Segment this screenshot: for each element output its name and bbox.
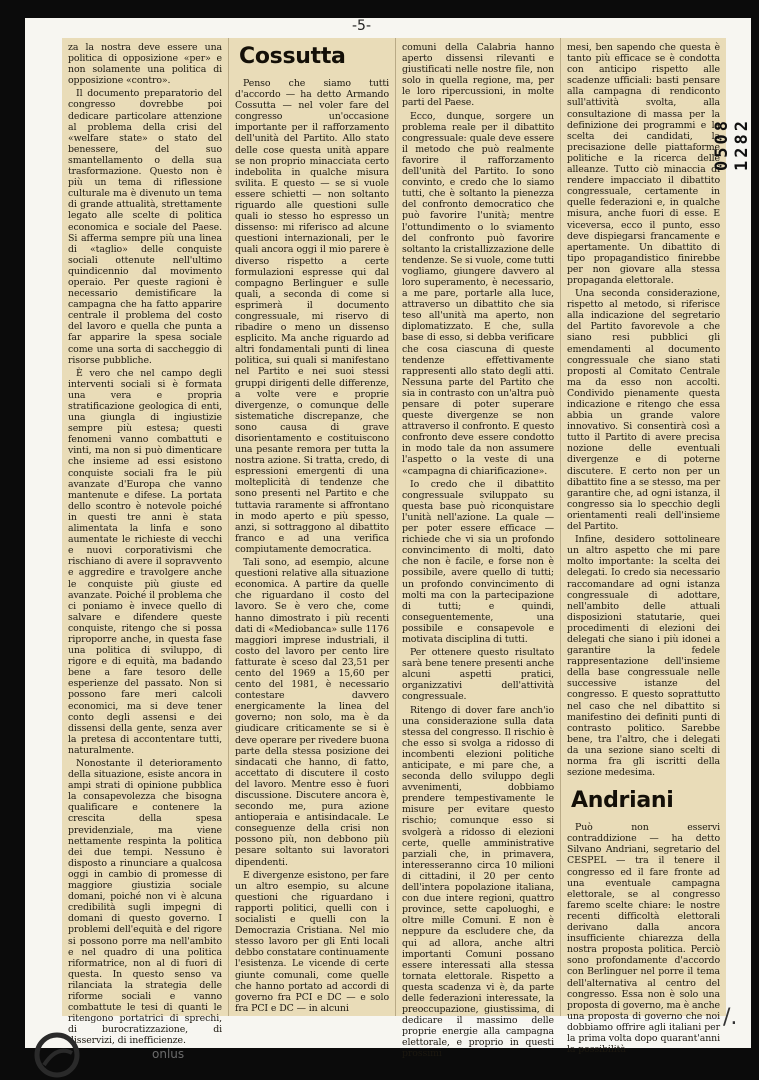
archive-stamp-number: 1282	[732, 118, 752, 171]
body-paragraph: Io credo che il dibattito congressuale sviluppato su questa base può riconquistare l'unità nell'azione. La quale — per poter essere efficace — richiede che vi sia un profondo convincimento di molti, dato che non è facile, e forse non è possibile, avere quello di tutti; un profondo convincimento di molti ma con la partecipazione di tutti; e quindi, conseguentemente, una possibile e consapevole e motivata disciplina di tutti.	[402, 478, 554, 645]
body-paragraph: Il documento preparatorio del congresso dovrebbe poi dedicare particolare attenzione al problema della crisi del «welfare state» o stato del benessere, del suo smantellamento o della sua trasformazione. Questo non è più un tema di riflessione culturale ma è divenuto un tema di grande attualità, strettamente legato alle scelte di politica economica e sociale del Paese. Si afferma sempre più una linea di «taglio» delle conquiste sociali ottenute nell'ultimo quindicennio dal movimento operaio. Per queste ragioni è necessario demistificare la campagna che ha fatto apparire centrale il problema del costo del lavoro e quella che punta a far apparire la spesa sociale come una sorta di saccheggio di risorse pubbliche.	[68, 88, 222, 366]
body-paragraph: Ecco, dunque, sorgere un problema reale per il dibattito congressuale: quale deve essere il metodo che può realmente favorire il rafforzamento dell'unità del Partito. Io sono convinto, e credo che lo siamo tutti, che è soltanto la pienezza del confronto democratico che può favorire l'unità; mentre l'ottundimento o lo sviamento del confronto può favorire soltanto la cristallizzazione delle tendenze. Se si vuole, come tutti vogliamo, giungere davvero al loro superamento, è necessario, a me pare, portarle alla luce, attraverso un dibattito che sia teso all'unità ma aperto, non diplomatizzato. E che, sulla base di esso, si debba verificare che cosa ciascuna di queste tendenze effettivamente rappresenti allo stato degli atti. Nessuna parte del Partito che sia in contrasto con un'altra può pensare di poter superare queste divergenze se non attraverso il confronto. E questo confronto deve essere condotto in modo tale da non assumere l'aspetto o la veste di una «campagna di chiarificazione».	[402, 110, 554, 477]
body-paragraph: Ritengo di dover fare anch'io una considerazione sulla data stessa del congresso. Il rischio è che esso si svolga a ridosso di incombenti elezioni politiche anticipate, e mi pare che, a seconda dello sviluppo degli avvenimenti, dobbiamo prendere tempestivamente le misure per evitare questo rischio; comunque esso si svolgerà a ridosso di elezioni certe, quelle amministrative parziali che, in primavera, interesseranno circa 10 milioni di cittadini, il 20 per cento dell'intera popolazione italiana, con due intere regioni, quattro province, sette capoluoghi, e oltre mille Comuni. E non è neppure da escludere che, da qui ad allora, anche altri importanti Comuni possano essere interessati alla stessa tornata elettorale. Rispetto a questa scadenza vi è, da parte delle federazioni interessate, la preoccupazione, giustissima, di dedicare il massimo delle proprie energie alla campagna elettorale, e proprio in questi prossimi	[402, 704, 554, 1060]
body-paragraph: za la nostra deve essere una politica di opposizione «per» e non solamente una politica di opposizione «contro».	[68, 42, 222, 87]
body-paragraph: Penso che siamo tutti d'accordo — ha detto Armando Cossutta — nel voler fare del congresso un'occasione importante per il rafforzamento dell'unità del Partito. Allo stato delle cose questa unità appare se non proprio minacciata certo indebolita in qualche misura svilita. E questo — se si vuole essere schietti — non soltanto riguardo alle questioni sulle quali io stesso ho espresso un dissenso: mi riferisco ad alcune questioni internazionali, per le quali ancora oggi il mio parere è diverso rispetto a certe formulazioni espresse qui dal compagno Berlinguer e sulle quali, a seconda di come si esprimerà il documento congressuale, mi riservo di ribadire o meno un dissenso esplicito. Ma anche riguardo ad altri fondamentali punti di linea politica, sui quali si manifestano nel Partito e nei suoi stessi gruppi dirigenti delle differenze, a volte vere e proprie divergenze, o comunque delle sistematiche discrepanze, che sono causa di grave disorientamento e costituiscono una pesante remora per tutta la nostra azione. Si tratta, credo, di espressioni emergenti di una molteplicità di tendenze che sono presenti nel Partito e che tuttavia raramente si affrontano in modo aperto e più spesso, anzi, si sottraggono al dibattito franco e ad una verifica compiutamente democratica.	[235, 78, 389, 555]
article-headline: Cossutta	[239, 44, 346, 69]
watermark-logo-icon	[2, 1025, 72, 1080]
body-paragraph: mesi, ben sapendo che questa è tanto più efficace se è condotta con anticipo rispetto alle scadenze ufficiali: basti pensare alla campagna di rendiconto sull'attività svolta, alla consultazione di massa per la definizione dei programmi e la scelta dei candidati, la precisazione delle piattaforme politiche e la ricerca delle alleanze. Tutto ciò minaccia di rendere impacciato il dibattito congressuale, certamente in quelle federazioni e, in qualche misura, anche fuori di esse. E viceversa, ecco il punto, esso deve dispiegarsi francamente e apertamente. Un dibattito di tipo propagandistico finirebbe per non giovare alla stessa propaganda elettorale.	[567, 42, 720, 286]
watermark-text: onlus	[152, 1047, 185, 1061]
column-2	[229, 38, 395, 1016]
body-paragraph: comuni della Calabria hanno aperto dissensi rilevanti e giustificati nelle nostre file, non solo in quella regione, ma, per le loro ripercussioni, in molte parti del Paese.	[402, 42, 554, 109]
body-paragraph: È vero che nel campo degli interventi sociali si è formata una vera e propria stratificazione geologica di enti, una giungla di ingiustizie sempre più estesa; questi fenomeni vanno combattuti e vinti, ma non si può dimenticare che insieme ad essi esistono conquiste sociali fra le più avanzate d'Europa che vanno mantenute e difese. La portata dello scontro è notevole poiché in questi tre anni è stata alimentata la linfa e sono aumentate le richieste di vecchi e nuovi corporativismi che rischiano di avere il sopravvento e aggredire e travolgere anche le conquiste più giuste ed avanzate. Poiché il problema che ci poniamo è invece quello di salvare e difendere queste conquiste, ritengo che si possa riproporre anche, in questa fase una politica di sviluppo, di rigore e di equità, ma badando bene a fare tesoro delle esperienze del passato. Non si possono fare meri calcoli economici, ma si deve tener conto degli assensi e dei dissensi della gente, senza aver la pretesa di accontentare tutti, naturalmente.	[68, 367, 222, 756]
column-3	[396, 38, 560, 1060]
end-mark: /.	[723, 1005, 738, 1030]
archive-stamp	[712, 118, 752, 197]
column-4	[561, 38, 726, 1056]
archive-stamp-number: 0508	[712, 118, 732, 171]
page-number-mark: -5-	[352, 18, 372, 34]
body-paragraph: Tali sono, ad esempio, alcune questioni relative alla situazione economica. A partire da quelle che riguardano il costo del lavoro. Se è vero che, come hanno dimostrato i più recenti dati di «Mediobanca» sulle 1176 maggiori imprese industriali, il costo del lavoro per cento lire fatturate è sceso dal 23,51 per cento del 1969 a 15,60 per cento del 1981, è necessario contestare davvero energicamente la linea del governo; non solo, ma è da giudicare criticamente se si è deve operare per rivedere buona parte della stessa posizione dei sindacati che hanno, di fatto, accettato di discutere il costo del lavoro. Mentre esso è fuori discussione. Discutere ancora è, secondo me, pura azione antioperaia e antisindacale. Le conseguenze della crisi non possono più, non debbono più pesare soltanto sui lavoratori dipendenti.	[235, 557, 389, 868]
body-paragraph: Per ottenere questo risultato sarà bene tenere presenti anche alcuni aspetti pratici, organizzativi dell'attività congressuale.	[402, 647, 554, 703]
column-1	[62, 38, 228, 1047]
body-paragraph: E divergenze esistono, per fare un altro esempio, su alcune questioni che riguardano i rapporti politici, quelli con i socialisti e quelli con la Democrazia Cristiana. Nel mio stesso lavoro per gli Enti locali debbo constatare continuamente l'esistenza. Le vicende di certe giunte comunali, come quelle che hanno portato ad accordi di governo fra PCI e DC — e solo fra PCI e DC — in alcuni	[235, 869, 389, 1014]
body-paragraph: Nonostante il deterioramento della situazione, esiste ancora in ampi strati di opinione pubblica la consapevolezza che bisogna qualificare e contenere la crescita della spesa previdenziale, ma viene nettamente respinta la politica dei due tempi. Nessuno è disposto a rinunciare a qualcosa oggi in cambio di promesse di maggiore giustizia sociale domani, poiché non vi è alcuna credibilità sugli impegni di domani di questo governo. I problemi dell'equità e del rigore si possono porre ma nell'ambito e nel quadro di una politica riformatrice, non al di fuori di questa. In questo senso va rilanciata la strategia delle riforme sociali e vanno combattute le tesi di quanti le ritengono portatrici di sprechi, di burocratizzazione, di disservizi, di inefficienze.	[68, 758, 222, 1047]
body-paragraph: Una seconda considerazione, rispetto al metodo, si riferisce alla indicazione del segretario del Partito favorevole a che siano resi pubblici gli emendamenti al documento congressuale che siano stati proposti al Comitato Centrale ma da esso non accolti. Condivido pienamente questa indicazione e ritengo che essa abbia un grande valore innovativo. Si consentirà così a tutto il Partito di avere precisa nozione delle eventuali divergenze e di poterne discutere. E certo non per un dibattito fine a se stesso, ma per garantire che, ad ogni istanza, il congresso sia lo specchio degli orientamenti reali dell'insieme del Partito.	[567, 288, 720, 533]
body-paragraph: Può non esservi contraddizione — ha detto Silvano Andriani, segretario del CESPEL — tra il tenere il congresso ed il fare fronte ad una eventuale campagna elettorale, se al congresso faremo scelte chiare: le nostre recenti difficoltà elettorali derivano dalla ancora insufficiente chiarezza della nostra proposta politica. Perciò sono profondamente d'accordo con Berlinguer nel porre il tema dell'alternativa al centro del congresso. Essa non è solo una proposta di governo, ma è anche una proposta di governo che noi dobbiamo offrire agli italiani per la prima volta dopo quarant'anni la possibilità	[567, 822, 720, 1056]
article-headline: Andriani	[571, 788, 674, 814]
body-paragraph: Infine, desidero sottolineare un altro aspetto che mi pare molto importante: la scelta dei delegati. Io credo sia necessario raccomandare ad ogni istanza congressuale di adottare, nell'ambito delle attuali disposizioni statutarie, quei procedimenti di elezioni dei delegati che siano i più idonei a garantire la fedele rappresentazione dell'insieme della base congressuale nelle successive istanze del congresso. E questo soprattutto nel caso che nel dibattito si manifestino dei definiti punti di contrasto politico. Sarebbe bene, tra l'altro, che i delegati da una sezione siano scelti di norma fra gli iscritti della sezione medesima.	[567, 534, 720, 779]
